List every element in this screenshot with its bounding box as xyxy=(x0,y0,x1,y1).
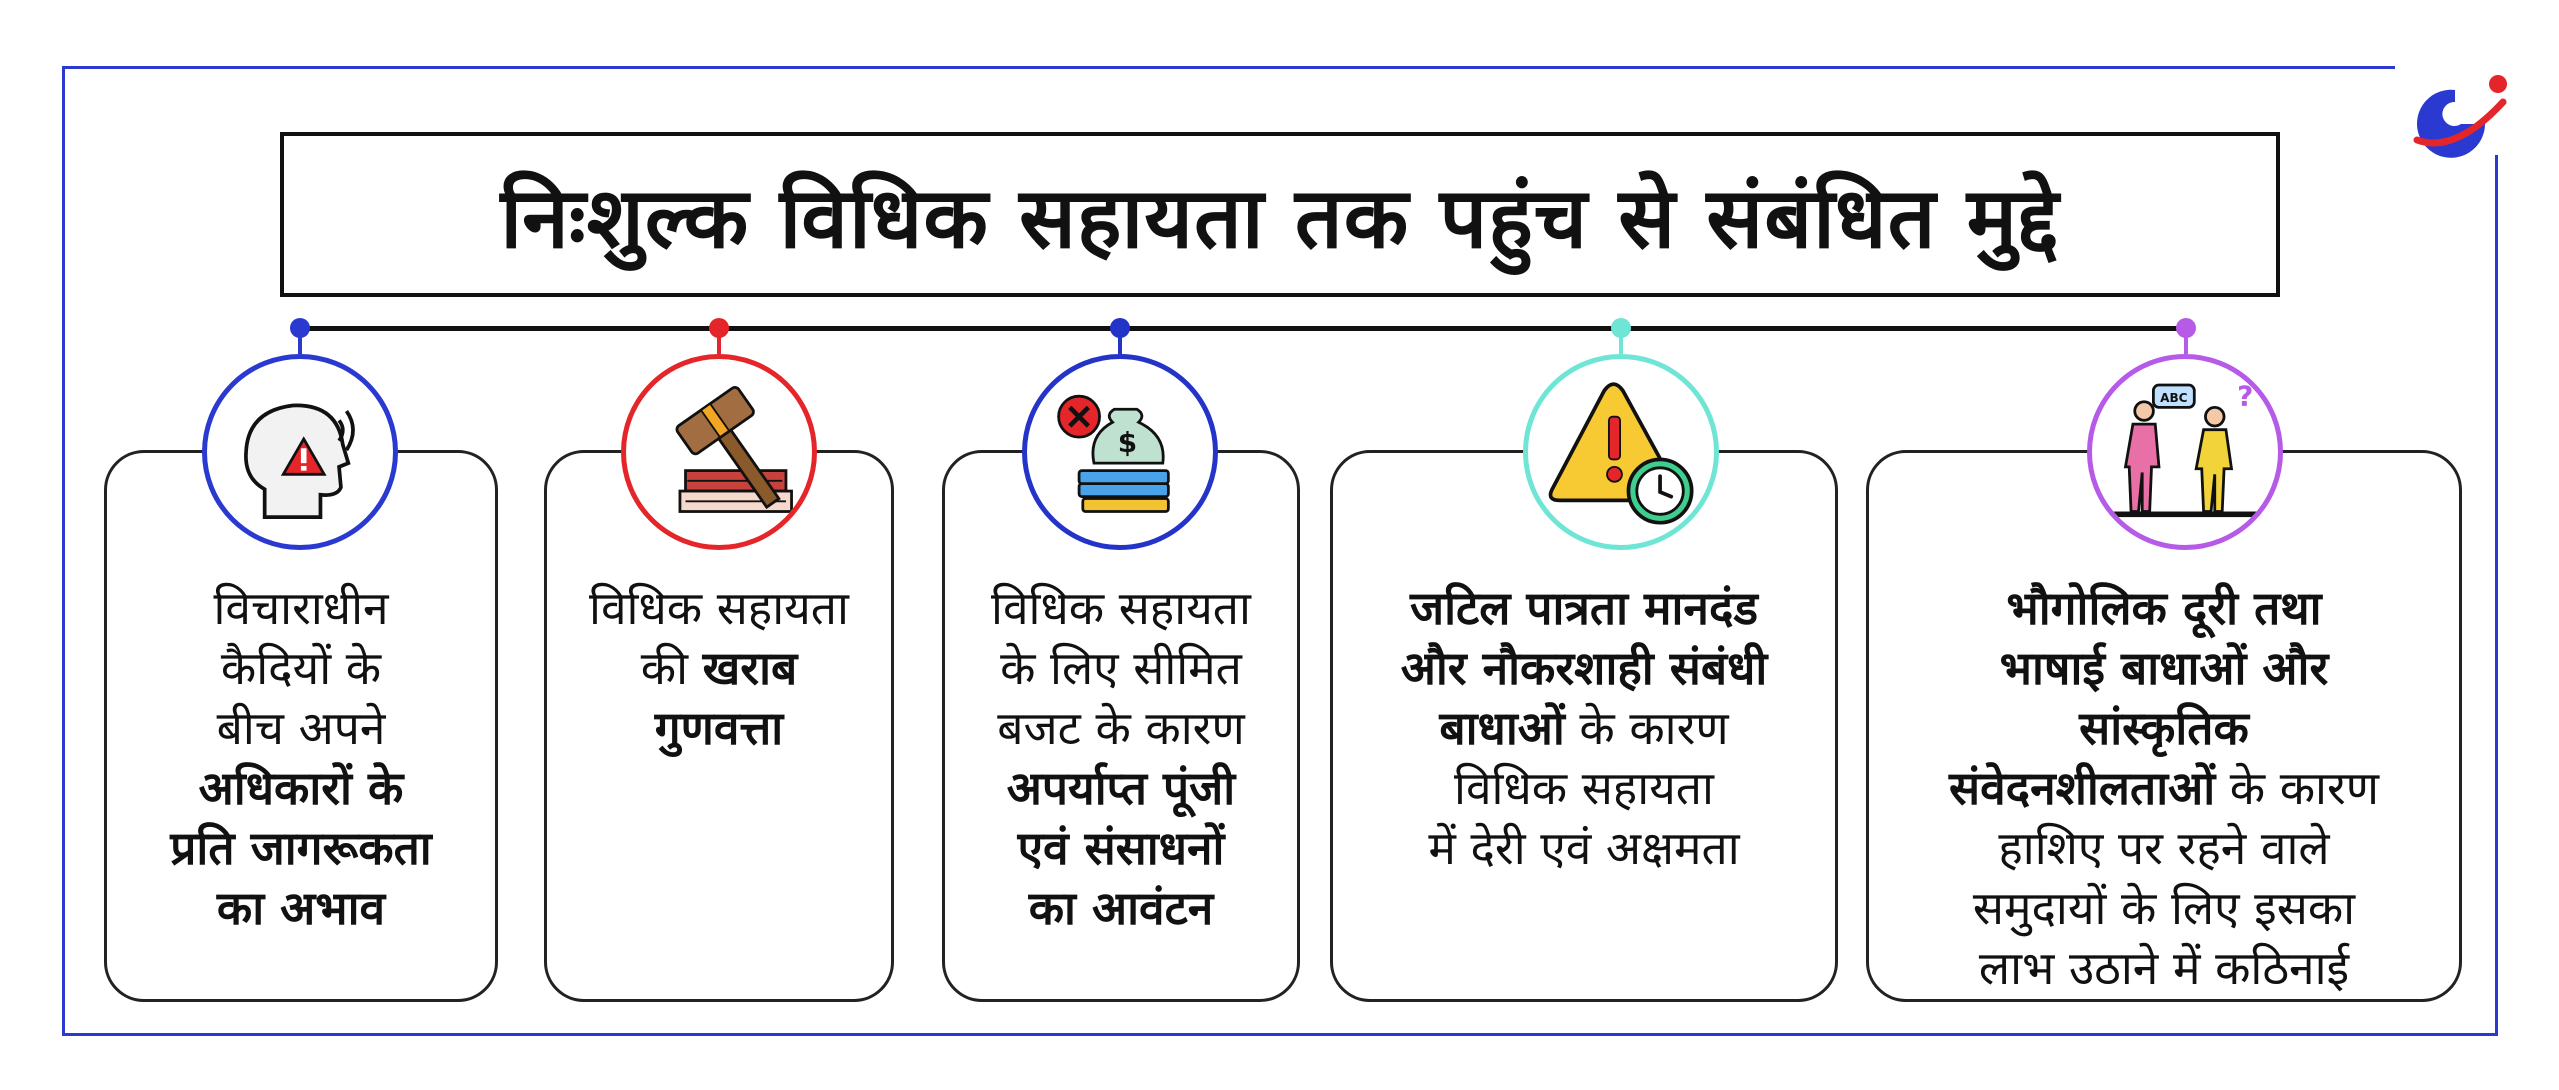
bold-text: प्रति जागरूकता xyxy=(170,821,432,875)
timeline-dot-1 xyxy=(290,318,310,338)
plain-text: बजट के कारण xyxy=(997,701,1245,755)
text-line xyxy=(1866,878,2462,938)
issue-icon-4 xyxy=(1523,354,1719,550)
bold-text: अपर्याप्त पूंजी xyxy=(1006,761,1236,815)
timeline-line xyxy=(300,326,2190,331)
text-line xyxy=(1330,698,1838,758)
money-cross-icon xyxy=(1027,359,1213,545)
timeline-dot-2 xyxy=(709,318,729,338)
issue-icon-3 xyxy=(1022,354,1218,550)
text-line xyxy=(942,638,1300,698)
text-line xyxy=(1866,938,2462,998)
bold-text: सांस्कृतिक xyxy=(2079,701,2249,755)
bold-text: जटिल पात्रता मानदंड xyxy=(1409,581,1758,635)
bold-text: एवं संसाधनों xyxy=(1017,821,1225,875)
text-line xyxy=(1866,758,2462,818)
timeline-stem-4 xyxy=(1619,336,1623,354)
timeline-dot-3 xyxy=(1110,318,1130,338)
issue-text-1 xyxy=(104,578,498,938)
text-line xyxy=(942,818,1300,878)
timeline-stem-3 xyxy=(1118,336,1122,354)
text-line xyxy=(1330,758,1838,818)
bold-text: खराब xyxy=(702,641,798,695)
text-line xyxy=(104,578,498,638)
plain-text: समुदायों के लिए इसका xyxy=(1972,881,2356,935)
svg-text:ABC: ABC xyxy=(2160,390,2188,405)
issue-text-5 xyxy=(1866,578,2462,998)
svg-text:?: ? xyxy=(2237,379,2254,413)
text-line xyxy=(104,758,498,818)
bold-text: संवेदनशीलताओं xyxy=(1948,761,2216,815)
plain-text: की xyxy=(640,641,703,695)
bold-text: भौगोलिक दूरी तथा xyxy=(2006,581,2322,635)
plain-text: विधिक सहायता xyxy=(589,581,849,635)
bold-text: का अभाव xyxy=(216,881,386,935)
plain-text: विधिक सहायता xyxy=(1454,761,1714,815)
plain-text: विचाराधीन xyxy=(213,581,389,635)
text-line xyxy=(1330,818,1838,878)
timeline-stem-5 xyxy=(2184,336,2188,354)
plain-text: विधिक सहायता xyxy=(991,581,1251,635)
text-line xyxy=(1330,638,1838,698)
text-line xyxy=(942,698,1300,758)
language-barrier-icon xyxy=(2092,359,2278,545)
bold-text: भाषाई बाधाओं और xyxy=(1999,641,2329,695)
plain-text: हाशिए पर रहने वाले xyxy=(1998,821,2330,875)
bold-text: अधिकारों के xyxy=(198,761,404,815)
issue-text-4 xyxy=(1330,578,1838,878)
text-line xyxy=(104,698,498,758)
text-line xyxy=(1866,578,2462,638)
title-box xyxy=(280,132,2280,297)
issue-text-2 xyxy=(544,578,894,758)
text-line xyxy=(544,698,894,758)
timeline-stem-2 xyxy=(717,336,721,354)
text-line xyxy=(942,878,1300,938)
timeline-dot-5 xyxy=(2176,318,2196,338)
text-line xyxy=(942,578,1300,638)
bold-text: का आवंटन xyxy=(1028,881,1214,935)
brand-logo xyxy=(2395,62,2525,162)
text-line xyxy=(544,578,894,638)
text-line xyxy=(104,818,498,878)
issue-text-3 xyxy=(942,578,1300,938)
plain-text: बीच अपने xyxy=(216,701,386,755)
plain-text: में देरी एवं अक्षमता xyxy=(1428,821,1740,875)
text-line xyxy=(1866,698,2462,758)
bold-text: बाधाओं xyxy=(1439,701,1565,755)
text-line xyxy=(104,638,498,698)
svg-text:$: $ xyxy=(1117,426,1138,459)
warning-clock-icon xyxy=(1528,359,1714,545)
plain-text: लाभ उठाने में कठिनाई xyxy=(1978,941,2350,995)
text-line xyxy=(942,758,1300,818)
text-line xyxy=(1330,578,1838,638)
text-line xyxy=(104,878,498,938)
bold-text: गुणवत्ता xyxy=(654,701,784,755)
bold-text: और नौकरशाही संबंधी xyxy=(1400,641,1768,695)
plain-text: कैदियों के xyxy=(220,641,382,695)
timeline-dot-4 xyxy=(1611,318,1631,338)
text-line xyxy=(1866,638,2462,698)
plain-text: के लिए सीमित xyxy=(1000,641,1242,695)
gavel-books-icon xyxy=(626,359,812,545)
text-line xyxy=(1866,818,2462,878)
issue-icon-1 xyxy=(202,354,398,550)
issue-icon-5 xyxy=(2087,354,2283,550)
issue-icon-2 xyxy=(621,354,817,550)
timeline-stem-1 xyxy=(298,336,302,354)
page-title: निःशुल्क विधिक सहायता तक पहुंच से संबंधित मुद्दे xyxy=(500,169,2060,267)
plain-text: के कारण xyxy=(1564,701,1729,755)
head-warning-icon xyxy=(207,359,393,545)
text-line xyxy=(544,638,894,698)
plain-text: के कारण xyxy=(2215,761,2380,815)
